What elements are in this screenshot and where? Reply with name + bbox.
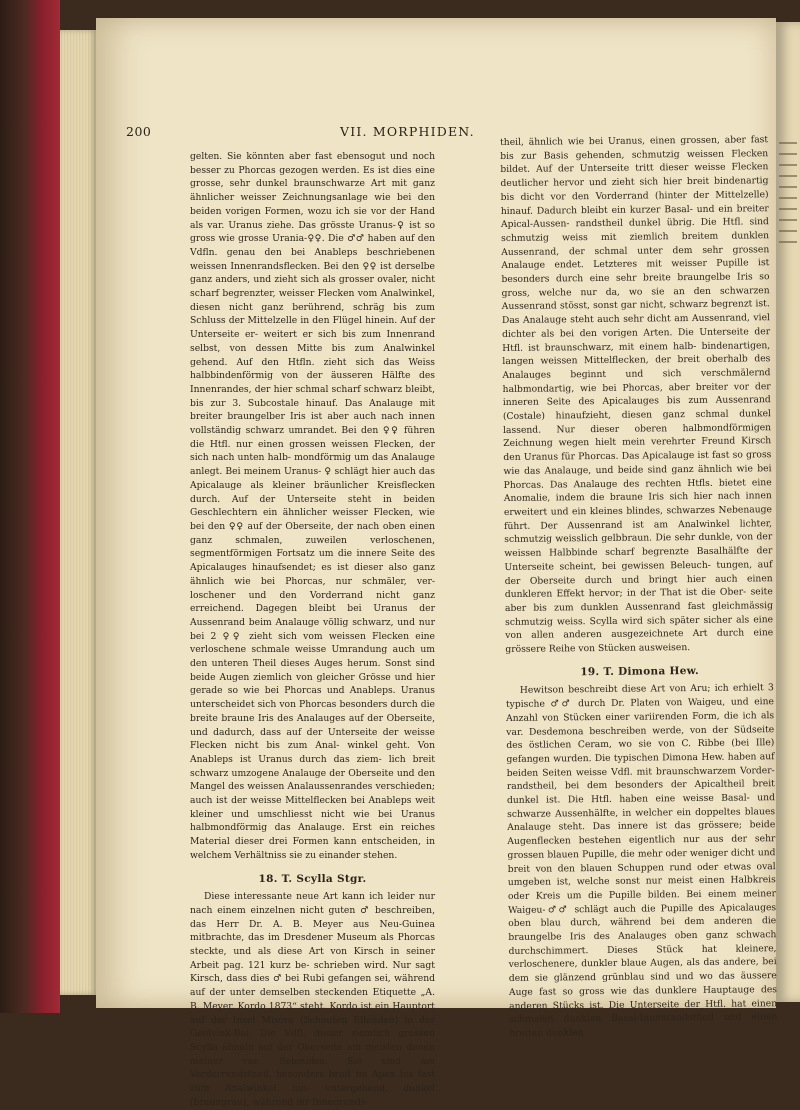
- page-header: [126, 124, 546, 144]
- right-paragraph-2: Hewitson beschreibt diese Art von Aru; ich erhielt 3 typische ♂♂ durch Dr. Platen von Waigeu, und eine Anzahl von Stücken einer variirenden Form, die ich als var. Desdemona beschreiben werde, von der Südseite des östlichen Ceram, wo sie von C. Ribbe (bei Ille) gefangen wurden. Die typischen Dimona Hew. haben auf beiden Seiten weisse Vdfl. mit braunschwarzem Vorder- randstheil, bei dem besonders der Apicaltheil breit dunkel ist. Die Htfl. haben eine weisse Basal- und schwarze Aussenhälfte, in welcher ein doppeltes blaues Analauge steht. Das innere ist das grössere; beide Augenflecken bestehen eigentlich nur aus der sehr grossen blauen Pupille, die mehr oder weniger dicht und breit von den blauen Schuppen rund oder etwas oval umgeben ist, welche sonst nur meist einen Halbkreis oder Kreis um die Pupille bilden. Bei einem meiner Waigeu-♂♂ schlägt auch die Pupille des Apicalauges oben blau durch, während bei dem anderen die braungelbe Iris des Analauges oben ganz schwach durchschimmert. Dieses Stück hat kleinere, verloschenere, dunkler blaue Augen, als das andere, bei dem sie glänzend grünblau sind und wo das äussere Auge fast so gross wie das dunklere Hauptauge des anderen Stücks ist. Die Unterseite der Htfl. hat einen schmalen dunklen Basal-Innenrandstheil und einen breiten dunklen: [505, 682, 778, 1039]
- right-paragraph-1: theil, ähnlich wie bei Uranus, einen grossen, aber fast bis zur Basis gehenden, schmutzig weissen Flecken bildet. Auf der Unterseite tritt dieser weisse Flecken deutlicher hervor und zieht sich hier breit bindenartig bis dicht vor den Vorderrand (hinter der Mittelzelle) hinauf. Dadurch bleibt ein kurzer Basal- und ein breiter Apical-Aussen- randstheil dunkel übrig. Die Htfl. sind schmutzig weiss mit ziemlich breitem dunklen Aussenrand, der schmal unter dem sehr grossen Analauge endet. Letzteres mit weisser Pupille ist besonders durch eine sehr breite braungelbe Iris so gross, welche nur da, wo sie an den schwarzen Aussenrand stösst, sonst gar nicht, schwarz begrenzt ist. Das Analauge steht auch sehr dicht am Aussenrand, viel dichter als bei den vorigen Arten. Die Unterseite der Htfl. ist braunschwarz, mit einem halb- bindenartigen, langen weissen Mittelflecken, der breit oberhalb des Analauges beginnt und sich verschmälernd halbmondartig, wie bei Phorcas, aber breiter vor der inneren Seite des Apicalauges bis zum Aussenrand (Costale) hinaufzieht, diesen ganz schmal dunkel lassend. Nur dieser oberen halbmondförmigen Zeichnung wegen hielt mein verehrter Freund Kirsch den Uranus für Phorcas. Das Apicalauge ist fast so gross wie das Analauge, und beide sind ganz ähnlich wie bei Phorcas. Das Analauge des rechten Htfls. bietet eine Anomalie, indem die braune Iris sich hier nach innen erweitert und ein kleines blindes, schwarzes Nebenauge führt. Der Aussenrand ist am Analwinkel lichter, schmutzig weisslich gelbbraun. Die sehr dunkle, von der weissen Halbbinde scharf begrenzte Basalhälfte der Unterseite scheint, bei gewissen Beleuch- tungen, auf der Oberseite durch und bringt hier auch einen dunkleren Effekt hervor; in der That ist die Ober- seite aber bis zum dunklen Aussenrand fast gleichmässig schmutzig weiss. Scylla wird sich später sicher als eine von allen anderen ausgezeichnete Art durch eine grössere Reihe von Stücken ausweisen.: [500, 134, 774, 655]
- right-column: [500, 133, 777, 1040]
- left-paragraph-2: Diese interessante neue Art kann ich leider nur nach einem einzelnen nicht guten ♂ beschreiben, das Herr Dr. A. B. Meyer aus Neu-Guinea mitbrachte, das im Dresdener Museum als Phorcas steckte, und als diese Art von Kirsch in seiner Arbeit pag. 121 kurz be- schrieben wird. Nur sagt Kirsch, dass dies ♂ bei Rubi gefangen sei, während auf der unter demselben steckenden Etiquette „A. B. Meyer. Kordo 1873“ steht. Kordo ist ein Hauptort auf der Insel Misore (Schouten Eilanden) in der Geelvink-Bai. Die Vdfl. dieser ziemlich grossen Scylla ähneln auf der Oberseite am meisten denen meiner var. Selenides. Sie sind am Vorderrandstheil, besonders breit im Apex bis fast zum Analwinkel hin- untergehend, dunkel (braungrau), während ihr Innenrands-: [190, 891, 435, 1108]
- left-column: [190, 150, 435, 1110]
- page-edges: [60, 30, 96, 995]
- left-paragraph-1: gelten. Sie könnten aber fast ebensogut und noch besser zu Phorcas gezogen werden. Es ist dies eine grosse, sehr dunkel braunschwarze Art mit ganz ähnlicher weisser Zeichnungsanlage wie bei den beiden vorigen Formen, wozu ich sie vor der Hand als var. Uranus ziehe. Das grösste Uranus-♀ ist so gross wie grosse Urania-♀♀. Die ♂♂ haben auf den Vdfln. genau den bei Anableps beschriebenen weissen Innenrandsflecken. Bei den ♀♀ ist derselbe ganz anders, und zieht sich als grosser ovaler, nicht scharf begrenzter, weisser Flecken vom Analwinkel, diesen nicht ganz berührend, schräg bis zum Schluss der Mittelzelle in den Flügel hinein. Auf der Unterseite er- weitert er sich bis zum Innenrand selbst, von dessen Mitte bis zum Analwinkel gehend. Auf den Htfln. zieht sich das Weiss halbbindenförmig von der äusseren Hälfte des Innenrandes, der hier schmal scharf schwarz bleibt, bis zur 3. Subcostale hinauf. Das Analauge mit breiter braungelber Iris ist aber auch nach innen vollständig schwarz umrandet. Bei den ♀♀ führen die Htfl. nur einen grossen weissen Flecken, der sich nach unten halb- mondförmig um das Analauge anlegt. Bei meinem Uranus- ♀ schlägt hier auch das Apicalauge als kleiner bräunlicher Kreisflecken durch. Auf der Unterseite steht in beiden Geschlechtern ein ähnlicher weisser Flecken, wie bei den ♀♀ auf der Oberseite, der nach oben einen ganz schmalen, zuweilen verloschenen, segmentförmigen Fortsatz um die innere Seite des Apicalauges hinaufsendet; es ist dieser also ganz ähnlich wie bei Phorcas, nur schmäler, ver- loschener und den Vorderrand nicht ganz erreichend. Dagegen bleibt bei Uranus der Aussenrand beim Analauge völlig schwarz, und nur bei 2 ♀♀ zieht sich vom weissen Flecken eine verloschene schmale weisse Umrandung auch um den unteren Theil dieses Auges herum. Sonst sind beide Augen ziemlich von gleicher Grösse und hier gerade so wie bei Phorcas und Anableps. Uranus unterscheidet sich von Phorcas besonders durch die breite braune Iris des Analauges auf der Oberseite, und dadurch, dass auf der Unterseite der weisse Flecken nicht bis zum Anal- winkel geht. Von Anableps ist Uranus durch das ziem- lich breit schwarz umzogene Analauge der Oberseite und den Mangel des weissen Analaussenrandes verschieden; auch ist der weisse Mittelflecken bei Anableps weit kleiner und umschliesst nicht wie bei Uranus halbmondförmig das Analauge. Erst ein reiches Material dieser drei Formen kann entscheiden, in welchem Verhältniss sie zu einander stehen.: [190, 151, 435, 861]
- section-heading-19: 19. T. Dimona Hew.: [580, 664, 699, 678]
- page-number: 200: [126, 124, 152, 139]
- section-heading-18: 18. T. Scylla Stgr.: [258, 872, 367, 885]
- running-head: VII. MORPHIDEN.: [340, 124, 475, 139]
- next-page-edge: [776, 22, 800, 1002]
- book-cover: [0, 0, 60, 1013]
